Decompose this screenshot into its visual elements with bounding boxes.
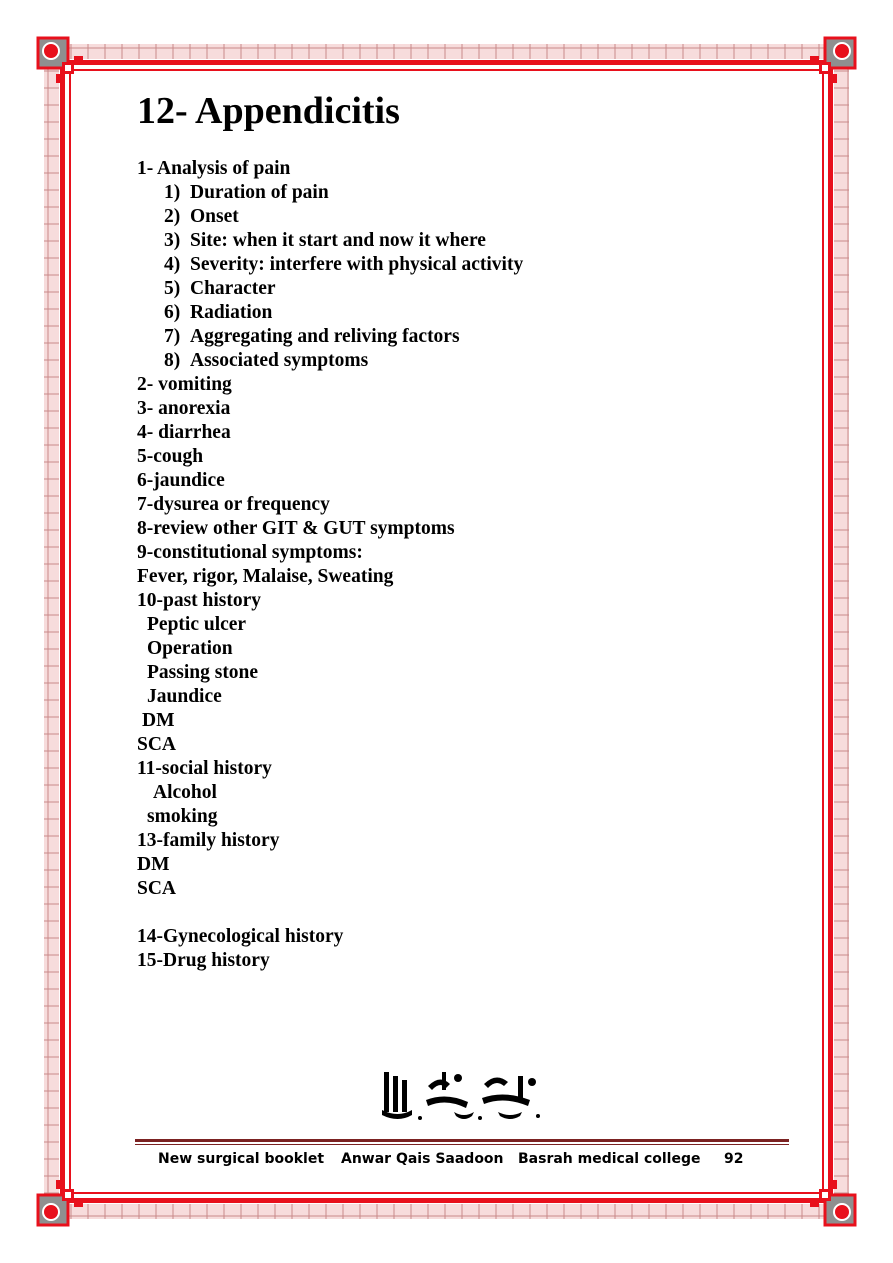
calligraphy-ornament <box>380 1066 544 1124</box>
footer-college: Basrah medical college <box>518 1151 701 1167</box>
list-item: 11-social history <box>137 758 272 779</box>
footer-rule-thin <box>135 1144 789 1145</box>
border-bottom-line <box>60 1198 833 1203</box>
footer-page-number: 92 <box>724 1151 744 1167</box>
border-right-band <box>834 54 849 1209</box>
sub-list-text: Severity: interfere with physical activity <box>190 254 524 275</box>
list-item: 6-jaundice <box>137 470 225 491</box>
list-item: 7-dysurea or frequency <box>137 494 330 515</box>
sub-list-number: 2) <box>164 206 181 227</box>
sub-list-item <box>137 253 523 277</box>
list-item: 13-family history <box>137 830 280 851</box>
list-item: 15-Drug history <box>137 950 270 971</box>
list-item: 8-review other GIT & GUT symptoms <box>137 518 455 539</box>
sub-list-text: Duration of pain <box>190 182 329 203</box>
sub-list-item <box>137 229 523 253</box>
list-item: 14-Gynecological history <box>137 926 344 947</box>
sub-list-item <box>137 349 523 373</box>
sub-list-item <box>137 277 523 301</box>
sub-list-text: Site: when it start and now it where <box>190 230 486 251</box>
list-item: SCA <box>137 878 177 899</box>
sub-list-text: Radiation <box>190 302 273 323</box>
border-top-band <box>54 44 839 59</box>
sub-list-number: 7) <box>164 326 181 347</box>
list-item: 1- Analysis of pain <box>137 158 291 179</box>
sub-list-number: 6) <box>164 302 181 323</box>
page-title: 12- Appendicitis <box>137 90 400 132</box>
list-item: DM <box>137 854 170 875</box>
list-item: Peptic ulcer <box>147 614 247 635</box>
list-item: 4- diarrhea <box>137 422 231 443</box>
sub-list-item <box>137 301 523 325</box>
list-item: Fever, rigor, Malaise, Sweating <box>137 566 394 587</box>
list-item: 9-constitutional symptoms: <box>137 542 363 563</box>
border-right-line <box>828 60 833 1203</box>
list-item: smoking <box>147 806 218 827</box>
sub-list-item <box>137 205 523 229</box>
history-checklist <box>137 157 523 973</box>
sub-list-item <box>137 325 523 349</box>
border-left-line <box>60 60 65 1203</box>
sub-list-number: 3) <box>164 230 181 251</box>
sub-list-number: 5) <box>164 278 181 299</box>
sub-list-text: Onset <box>190 206 239 227</box>
border-left-band <box>44 54 59 1209</box>
list-item: Jaundice <box>147 686 222 707</box>
border-top-line <box>60 60 833 65</box>
border-bottom-band <box>54 1204 839 1219</box>
sub-list-number: 1) <box>164 182 181 203</box>
sub-list-text: Aggregating and reliving factors <box>190 326 460 347</box>
list-item: 3- anorexia <box>137 398 231 419</box>
list-item: 5-cough <box>137 446 204 467</box>
list-item: 2- vomiting <box>137 374 232 395</box>
list-item: Alcohol <box>153 782 217 803</box>
list-item: Operation <box>147 638 233 659</box>
list-item: SCA <box>137 734 177 755</box>
sub-list-text: Character <box>190 278 276 299</box>
sub-list-number: 8) <box>164 350 181 371</box>
sub-list-text: Associated symptoms <box>190 350 369 371</box>
sub-list-item <box>137 181 523 205</box>
sub-list-number: 4) <box>164 254 181 275</box>
footer-rule <box>135 1139 789 1142</box>
list-item: DM <box>142 710 175 731</box>
blank-line <box>137 901 523 925</box>
footer-author: Anwar Qais Saadoon <box>341 1151 504 1167</box>
footer-booklet-name: New surgical booklet <box>158 1151 325 1167</box>
list-item: 10-past history <box>137 590 262 611</box>
list-item: Passing stone <box>147 662 259 683</box>
